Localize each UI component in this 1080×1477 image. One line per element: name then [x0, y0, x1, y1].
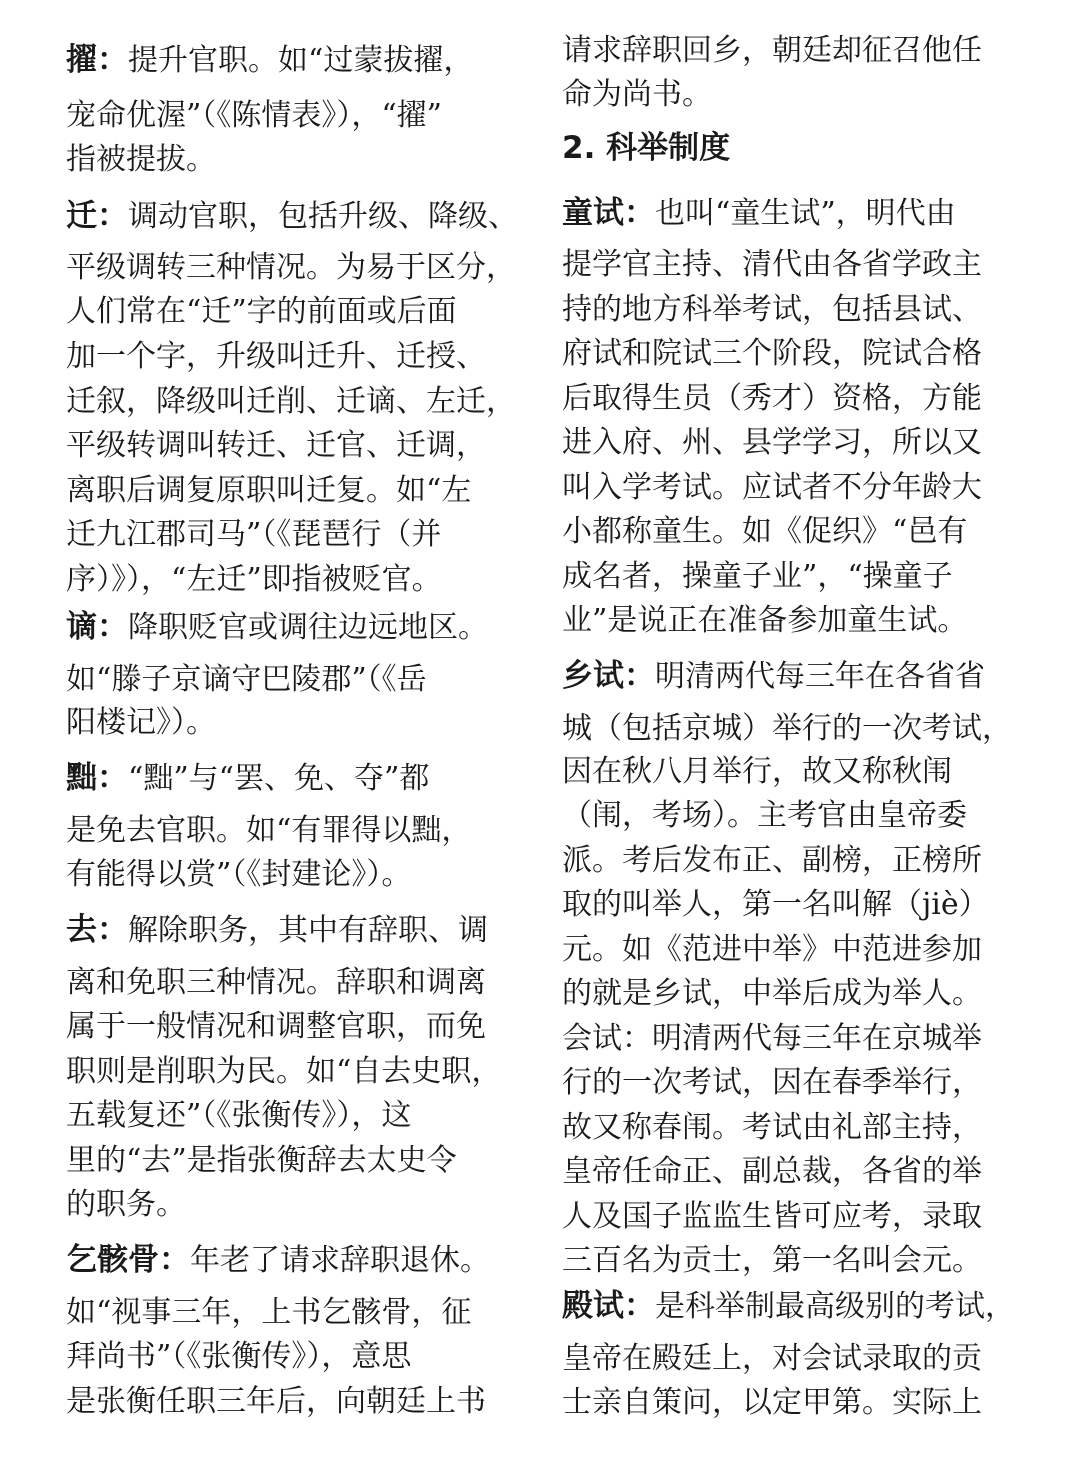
- section-heading: 2. 科举制度: [562, 130, 731, 166]
- text-line: 会试：明清两代每三年在京城举: [562, 1021, 982, 1056]
- text-line: 的就是乡试，中举后成为举人。: [562, 976, 982, 1011]
- entry-text: 提升官职。如“过蒙拔擢，: [128, 43, 474, 78]
- entry-term: 乞骸骨：: [66, 1242, 190, 1278]
- text-line: 士亲自策问，以定甲第。实际上: [562, 1385, 982, 1420]
- entry-text: 年老了请求辞职退休。: [190, 1243, 490, 1278]
- text-line: 平级调转三种情况。为易于区分，: [66, 250, 516, 285]
- text-line: 持的地方科举考试，包括县试、: [562, 292, 982, 327]
- entry-first-line: [66, 607, 488, 647]
- entry-term: 乡试：: [562, 658, 655, 694]
- text-line: 因在秋八月举行，故又称秋闱: [562, 754, 952, 789]
- entry-text: 降职贬官或调往边远地区。: [128, 610, 488, 645]
- text-line: （闱，考场）。主考官由皇帝委: [562, 798, 967, 833]
- entry-term: 殿试：: [562, 1288, 655, 1324]
- entry-term: 擢：: [66, 42, 128, 78]
- text-line: 城（包括京城）举行的一次考试，: [562, 711, 1012, 746]
- text-line: 派。考后发布正、副榜，正榜所: [562, 843, 982, 878]
- text-line: 五载复还”（《张衡传》），这: [66, 1098, 412, 1133]
- text-line: 成名者，操童子业”，“操童子: [562, 559, 953, 594]
- text-line: 里的“去”是指张衡辞去太史令: [66, 1143, 457, 1178]
- text-line: 宠命优渥”（《陈情表》），“擢”: [66, 98, 443, 133]
- text-line: 有能得以赏”（《封建论》）。: [66, 857, 412, 892]
- text-line: 是张衡任职三年后，向朝廷上书: [66, 1384, 486, 1419]
- text-line: 小都称童生。如《促织》“邑有: [562, 514, 968, 549]
- entry-term: 去：: [66, 912, 128, 948]
- text-line: 取的叫举人，第一名叫解（jiè）: [562, 887, 989, 922]
- entry-first-line: [66, 40, 473, 80]
- entry-first-line: [66, 910, 488, 950]
- text-line: 业”是说正在准备参加童生试。: [562, 603, 968, 638]
- text-line: 指被提拔。: [66, 142, 216, 177]
- text-line: 皇帝在殿廷上，对会试录取的贡: [562, 1341, 982, 1376]
- text-line: 元。如《范进中举》中范进参加: [562, 932, 982, 967]
- entry-text: “黜”与“罢、免、夺”都: [128, 761, 430, 796]
- text-line: 属于一般情况和调整官职，而免: [66, 1009, 486, 1044]
- entry-first-line: [562, 193, 956, 233]
- text-line: 进入府、州、县学学习，所以又: [562, 425, 982, 460]
- text-line: 后取得生员（秀才）资格，方能: [562, 381, 982, 416]
- text-line: 序）》），“左迁”即指被贬官。: [66, 562, 442, 597]
- entry-term: 谪：: [66, 609, 128, 645]
- entry-term: 黜：: [66, 760, 128, 796]
- text-line: 平级转调叫转迁、迁官、迁调，: [66, 428, 486, 463]
- text-line: 离和免职三种情况。辞职和调离: [66, 965, 486, 1000]
- text-line: 的职务。: [66, 1187, 186, 1222]
- text-line: 故又称春闱。考试由礼部主持，: [562, 1110, 982, 1145]
- entry-first-line: [66, 1240, 490, 1280]
- entry-first-line: [66, 758, 429, 798]
- entry-text: 也叫“童生试”，明代由: [655, 196, 956, 231]
- text-line: 是免去官职。如“有罪得以黜，: [66, 813, 472, 848]
- text-line: 请求辞职回乡，朝廷却征召他任: [562, 33, 982, 68]
- entry-text: 调动官职，包括升级、降级、: [128, 199, 518, 234]
- text-line: 加一个字，升级叫迁升、迁授、: [66, 339, 486, 374]
- text-line: 离职后调复原职叫迁复。如“左: [66, 473, 472, 508]
- text-line: 提学官主持、清代由各省学政主: [562, 247, 982, 282]
- text-line: 人们常在“迁”字的前面或后面: [66, 294, 457, 329]
- entry-first-line: [562, 656, 985, 696]
- entry-first-line: [66, 196, 518, 236]
- entry-first-line: [562, 1286, 1015, 1326]
- text-line: 迁叙，降级叫迁削、迁谪、左迁，: [66, 384, 516, 419]
- text-line: 迁九江郡司马”（《琵琶行（并: [66, 517, 442, 552]
- text-line: 命为尚书。: [562, 77, 712, 112]
- text-line: 行的一次考试，因在春季举行，: [562, 1065, 982, 1100]
- entry-text: 解除职务，其中有辞职、调: [128, 913, 488, 948]
- text-line: 阳楼记》）。: [66, 705, 216, 740]
- text-line: 职则是削职为民。如“自去史职，: [66, 1054, 502, 1089]
- text-line: 府试和院试三个阶段，院试合格: [562, 336, 982, 371]
- text-line: 如“视事三年，上书乞骸骨，征: [66, 1295, 472, 1330]
- text-line: 如“滕子京谪守巴陵郡”（《岳: [66, 662, 427, 697]
- text-line: 叫入学考试。应试者不分年龄大: [562, 470, 982, 505]
- entry-text: 是科举制最高级别的考试，: [655, 1289, 1015, 1324]
- entry-term: 童试：: [562, 195, 655, 231]
- entry-text: 明清两代每三年在各省省: [655, 659, 985, 694]
- text-line: 皇帝任命正、副总裁，各省的举: [562, 1154, 982, 1189]
- entry-term: 迁：: [66, 198, 128, 234]
- text-line: 人及国子监监生皆可应考，录取: [562, 1199, 982, 1234]
- text-line: 拜尚书”（《张衡传》），意思: [66, 1339, 412, 1374]
- text-line: 三百名为贡士，第一名叫会元。: [562, 1243, 982, 1278]
